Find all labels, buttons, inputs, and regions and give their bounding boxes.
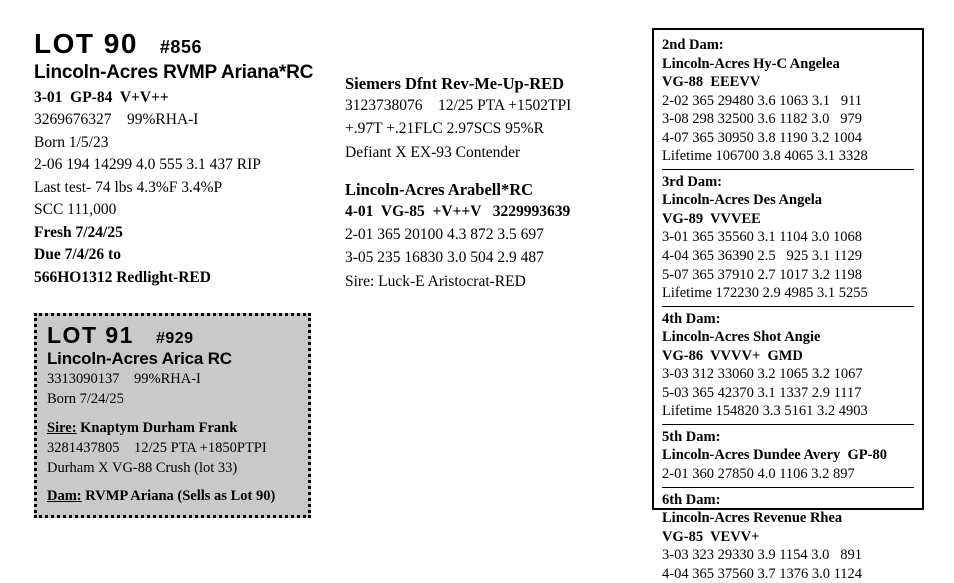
pedigree-name: Lincoln-Acres Dundee Avery GP-80 — [662, 447, 887, 464]
pedigree-panel — [652, 28, 924, 582]
pedigree-name: Lincoln-Acres Hy-C Angelea — [662, 55, 840, 72]
spacer — [47, 478, 300, 486]
lot-91-dam-name: RVMP Ariana (Sells as Lot 90) — [81, 488, 276, 505]
pedigree-name: Lincoln-Acres Des Angela — [662, 192, 823, 209]
lot-91-line-0: 3313090137 99%RHA-I — [47, 371, 201, 387]
lot-91-lot-word: LOT 91 — [47, 322, 134, 348]
sire-line-0: 3123738076 12/25 PTA +1502TPI — [345, 97, 572, 114]
pedigree-record: 2-01 360 27850 4.0 1106 3.2 897 — [662, 466, 855, 483]
dam-line-0: 2-01 365 20100 4.3 872 3.5 697 — [345, 226, 544, 243]
pedigree-title: 3rd Dam: — [662, 173, 723, 190]
lot-90-line-0: 3-01 GP-84 V+V++ — [34, 89, 169, 106]
pedigree-record: 3-03 312 33060 3.2 1065 3.2 1067 — [662, 366, 863, 383]
lot-91-dam-row — [47, 486, 300, 506]
sire-header: Siemers Dfnt Rev-Me-Up-RED — [345, 74, 565, 93]
pedigree-name: Lincoln-Acres Revenue Rhea — [662, 510, 843, 527]
pedigree-6th-dam — [662, 491, 914, 583]
pedigree-record: 3-01 365 35560 3.1 1104 3.0 1068 — [662, 229, 863, 246]
lot-90-line-5: SCC 111,000 — [34, 201, 117, 219]
divider — [662, 487, 914, 488]
lot-90-lot-word: LOT 90 — [34, 28, 138, 59]
sire-line-1: +.97T +.21FLC 2.97SCS 95%R — [345, 120, 544, 138]
lot-90-number: #856 — [159, 37, 202, 57]
divider — [662, 424, 914, 425]
pedigree-title: 4th Dam: — [662, 310, 721, 327]
lot-90-heading — [34, 28, 344, 60]
pedigree-2nd-dam — [662, 36, 914, 166]
divider — [662, 306, 914, 307]
lot-91-heading — [47, 322, 300, 349]
lot-90-line-6: Fresh 7/24/25 — [34, 223, 123, 241]
pedigree-title: 5th Dam: — [662, 428, 721, 445]
dam-line-2: Sire: Luck-E Aristocrat-RED — [345, 272, 526, 290]
dam-line-1: 3-05 235 16830 3.0 504 2.9 487 — [345, 249, 544, 267]
pedigree-score: VG-88 EEEVV — [662, 74, 761, 91]
pedigree-record: 5-03 365 42370 3.1 1337 2.9 1117 — [662, 384, 862, 401]
lot-91-sire-name: Knaptym Durham Frank — [76, 419, 238, 436]
pedigree-record: Lifetime 172230 2.9 4985 3.1 5255 — [662, 285, 868, 302]
lot-91-animal-name: Lincoln-Acres Arica RC — [47, 349, 232, 368]
lot-91-sire-label: Sire: — [47, 419, 77, 436]
spacer — [345, 164, 635, 180]
pedigree-5th-dam — [662, 428, 914, 484]
divider — [662, 169, 914, 170]
pedigree-3rd-dam — [662, 173, 914, 303]
pedigree-record: 4-07 365 30950 3.8 1190 3.2 1004 — [662, 129, 863, 146]
pedigree-record: 3-08 298 32500 3.6 1182 3.0 979 — [662, 111, 863, 128]
lot-91-number: #929 — [155, 330, 194, 347]
pedigree-record: 4-04 365 37560 3.7 1376 3.0 1124 — [662, 565, 863, 582]
pedigree-score: VG-85 VEVV+ — [662, 528, 760, 545]
pedigree-record: 3-03 323 29330 3.9 1154 3.0 891 — [662, 547, 863, 564]
pedigree-record: 2-02 365 29480 3.6 1063 3.1 911 — [662, 92, 863, 109]
pedigree-4th-dam — [662, 310, 914, 421]
pedigree-score: VG-89 VVVEE — [662, 210, 761, 227]
lot-90-line-7: Due 7/4/26 to — [34, 246, 121, 264]
lot-90-line-8: 566HO1312 Redlight-RED — [34, 268, 211, 286]
lot-90-line-1: 3269676327 99%RHA-I — [34, 111, 199, 129]
dam-header: Lincoln-Acres Arabell*RC — [345, 179, 534, 199]
lot-90-animal-name: Lincoln-Acres RVMP Ariana*RC — [34, 62, 314, 83]
lot-91-dam-label: Dam: — [47, 488, 82, 505]
sire-line-2: Defiant X EX-93 Contender — [345, 143, 521, 161]
sire-dam-block — [345, 74, 635, 293]
spacer — [47, 410, 300, 418]
lot-90-line-3: 2-06 194 14299 4.0 555 3.1 437 RIP — [34, 156, 261, 174]
pedigree-title: 6th Dam: — [662, 491, 721, 508]
lot-91-line-1: Born 7/24/25 — [47, 391, 124, 408]
pedigree-record: 5-07 365 37910 2.7 1017 3.2 1198 — [662, 266, 863, 283]
lot-90-line-2: Born 1/5/23 — [34, 133, 109, 151]
pedigree-title: 2nd Dam: — [662, 37, 724, 53]
lot-91-block — [34, 313, 311, 518]
lot-91-sire-row — [47, 418, 300, 438]
lot-90-block — [34, 28, 344, 289]
pedigree-score: VG-86 VVVV+ GMD — [662, 347, 803, 364]
pedigree-name: Lincoln-Acres Shot Angie — [662, 329, 821, 346]
pedigree-record: 4-04 365 36390 2.5 925 3.1 1129 — [662, 248, 863, 265]
lot-91-sire-line-1: Durham X VG-88 Crush (lot 33) — [47, 460, 238, 477]
dam-bold-line: 4-01 VG-85 +V++V 3229993639 — [345, 202, 571, 220]
pedigree-record: Lifetime 106700 3.8 4065 3.1 3328 — [662, 148, 868, 165]
lot-90-line-4: Last test- 74 lbs 4.3%F 3.4%P — [34, 178, 223, 196]
lot-91-sire-line-0: 3281437805 12/25 PTA +1850PTPI — [47, 439, 267, 456]
pedigree-record: Lifetime 154820 3.3 5161 3.2 4903 — [662, 403, 868, 420]
